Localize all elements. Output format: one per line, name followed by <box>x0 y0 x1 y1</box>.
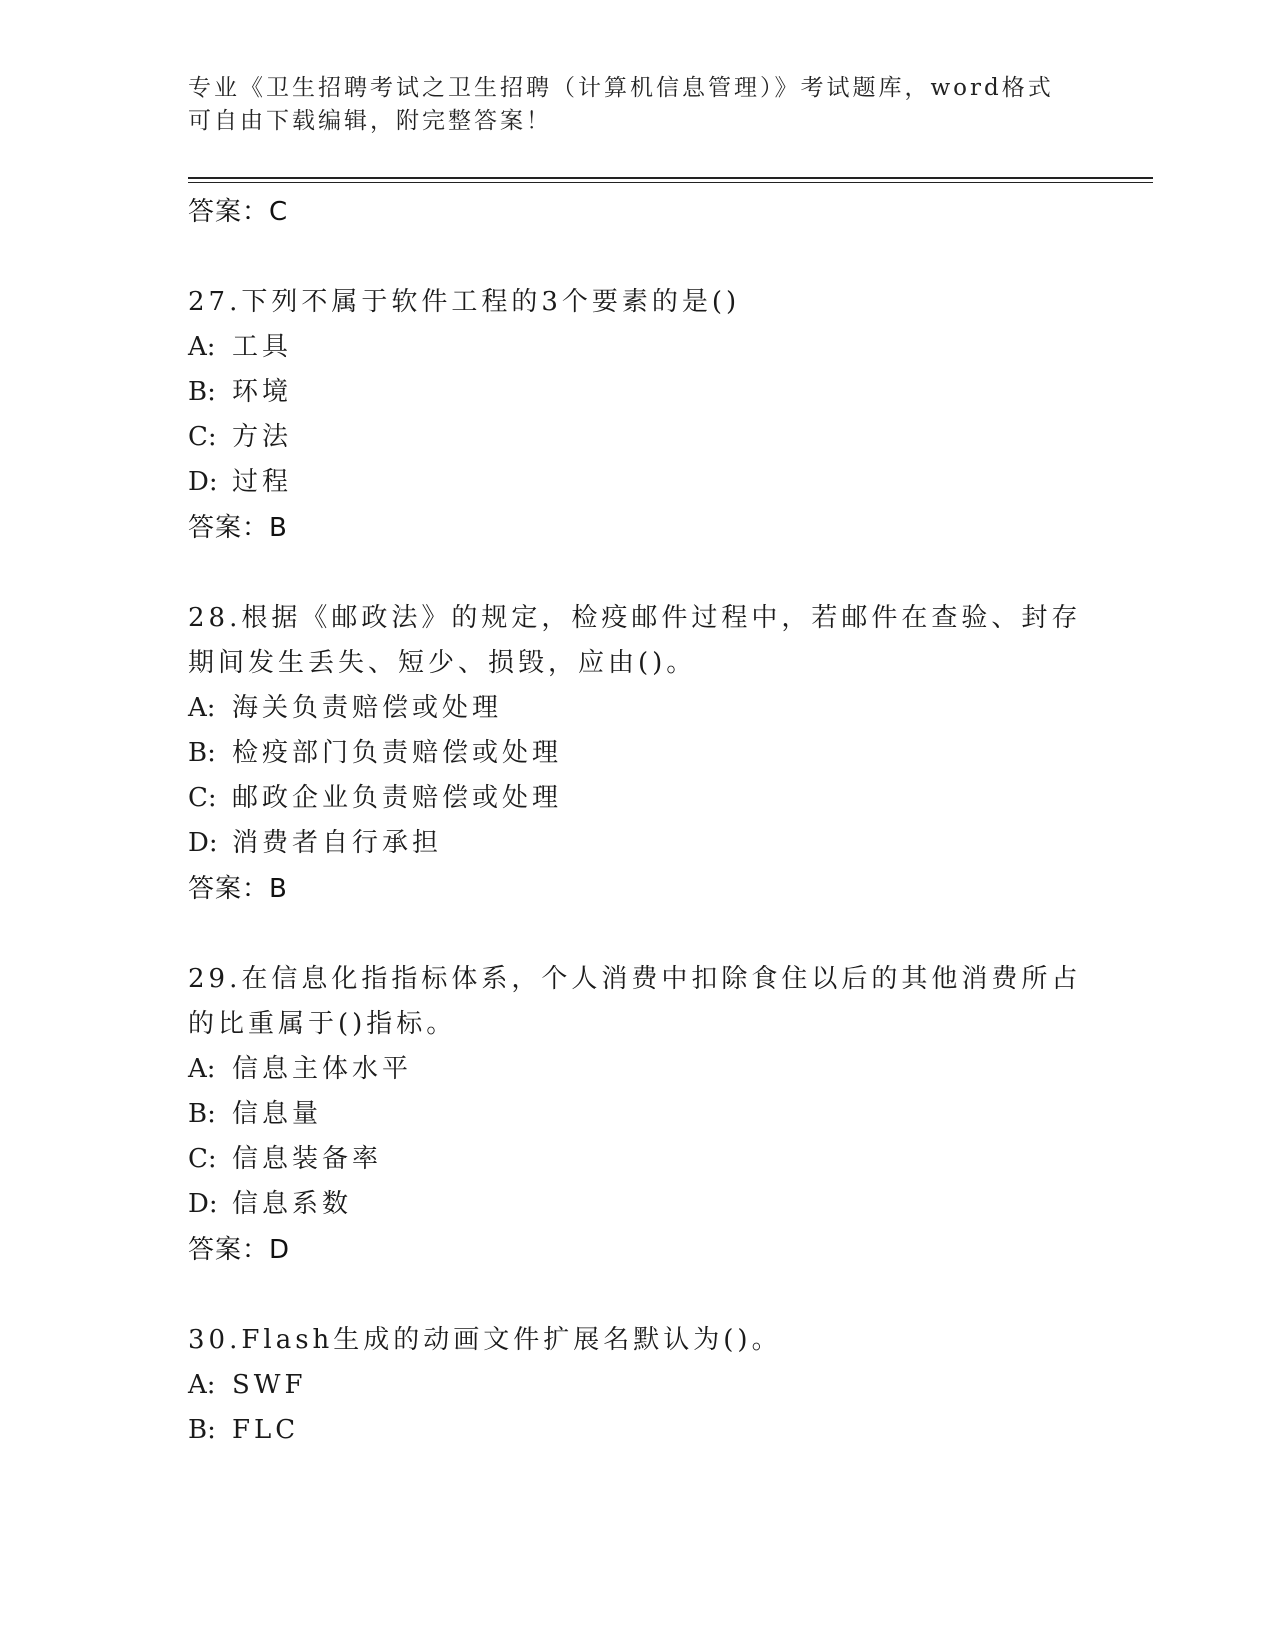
answer-line: 答案：B <box>188 874 288 904</box>
question-list <box>188 189 1088 1453</box>
option-text: FLC <box>232 1415 300 1445</box>
header-rule-thick <box>188 177 1153 179</box>
option-key: B: <box>188 377 216 407</box>
page-header-title: 专业《卫生招聘考试之卫生招聘（计算机信息管理）》考试题库，word格式可自由下载编辑，附完整答案！ <box>188 75 1054 134</box>
option-text: 信息量 <box>232 1099 323 1129</box>
option-text: 邮政企业负责赔偿或处理 <box>232 783 563 813</box>
option-a <box>188 1047 1088 1092</box>
header-rule-thin <box>188 182 1153 183</box>
option-text: 检疫部门负责赔偿或处理 <box>232 738 563 768</box>
option-c <box>188 776 1088 821</box>
option-key: B: <box>188 738 216 768</box>
option-key: D: <box>188 828 218 858</box>
option-a <box>188 686 1088 731</box>
option-key: D: <box>188 467 218 497</box>
option-text: 工具 <box>232 332 293 362</box>
option-key: D: <box>188 1189 218 1219</box>
option-b <box>188 370 1088 415</box>
answer-line: 答案：C <box>188 197 289 227</box>
question-block <box>188 596 1088 912</box>
option-key: C: <box>188 422 217 452</box>
question-block <box>188 1318 1088 1453</box>
option-text: 消费者自行承担 <box>232 828 443 858</box>
question-block <box>188 957 1088 1273</box>
question-text: 28.根据《邮政法》的规定，检疫邮件过程中，若邮件在查验、封存期间发生丢失、短少、损毁，应由()。 <box>188 603 1082 678</box>
question-text: 30.Flash生成的动画文件扩展名默认为()。 <box>188 1325 782 1355</box>
option-b <box>188 731 1088 776</box>
option-key: B: <box>188 1415 216 1445</box>
option-text: 信息主体水平 <box>232 1054 413 1084</box>
option-key: A: <box>188 693 216 723</box>
option-text: 海关负责赔偿或处理 <box>232 693 503 723</box>
option-key: C: <box>188 783 217 813</box>
question-text: 29.在信息化指指标体系，个人消费中扣除食住以后的其他消费所占的比重属于()指标。 <box>188 964 1082 1039</box>
option-key: C: <box>188 1144 217 1174</box>
option-text: 信息装备率 <box>232 1144 383 1174</box>
option-b <box>188 1092 1088 1137</box>
option-key: A: <box>188 1370 216 1400</box>
option-key: A: <box>188 332 216 362</box>
answer-line: 答案：D <box>188 1235 291 1265</box>
option-c <box>188 415 1088 460</box>
option-key: A: <box>188 1054 216 1084</box>
option-text: 方法 <box>232 422 293 452</box>
option-text: 过程 <box>232 467 293 497</box>
option-text: SWF <box>232 1370 307 1400</box>
option-d <box>188 1182 1088 1227</box>
option-text: 环境 <box>232 377 293 407</box>
question-text: 27.下列不属于软件工程的3个要素的是() <box>188 287 741 317</box>
option-c <box>188 1137 1088 1182</box>
option-a <box>188 325 1088 370</box>
option-d <box>188 821 1088 866</box>
answer-line: 答案：B <box>188 513 288 543</box>
question-block <box>188 280 1088 551</box>
option-b <box>188 1408 1088 1453</box>
option-a <box>188 1363 1088 1408</box>
option-key: B: <box>188 1099 216 1129</box>
option-text: 信息系数 <box>232 1189 353 1219</box>
option-d <box>188 460 1088 505</box>
